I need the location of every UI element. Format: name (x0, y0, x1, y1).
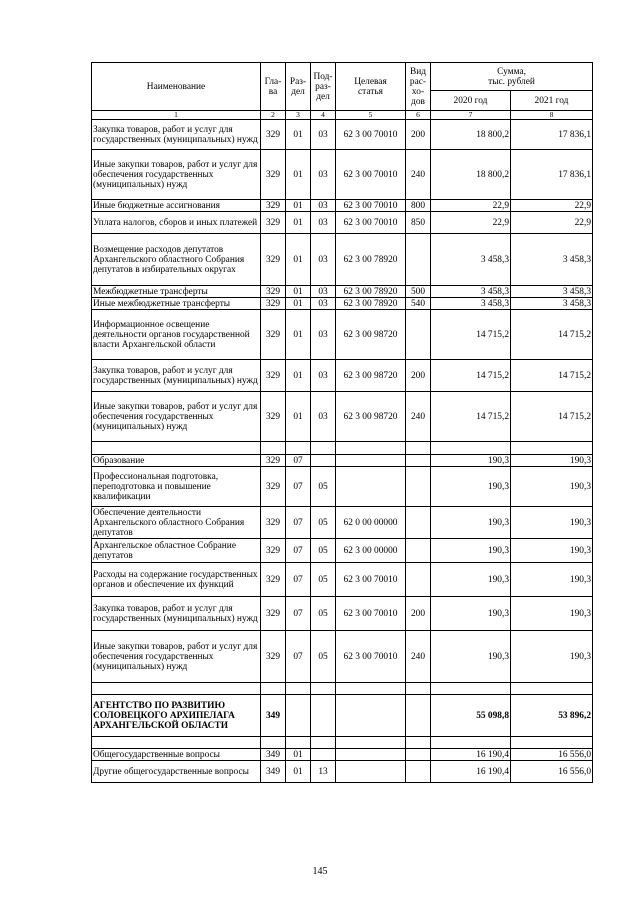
row-expense-type: 540 (406, 298, 431, 310)
row-expense-type: 850 (406, 212, 431, 234)
row-2021-value: 14 715,2 (511, 360, 593, 392)
table-row (92, 392, 593, 442)
row-chapter: 349 (261, 749, 286, 761)
row-expense-type: 500 (406, 286, 431, 298)
row-2020-value (431, 442, 511, 455)
row-2020-value: 190,3 (431, 507, 511, 539)
table-row (92, 507, 593, 539)
table-row (92, 539, 593, 563)
row-2021-value: 190,3 (511, 563, 593, 597)
row-expense-type (406, 737, 431, 749)
row-subsection: 05 (311, 631, 336, 683)
row-target: 62 3 00 78920 (336, 286, 406, 298)
row-2021-value: 53 896,2 (511, 695, 593, 737)
row-2021-value: 3 458,3 (511, 298, 593, 310)
table-row (92, 563, 593, 597)
header-target: Целевая статья (336, 63, 406, 111)
row-name: Архангельское областное Собрание депутатов (92, 539, 261, 563)
table-row (92, 467, 593, 507)
row-2021-value: 17 836,1 (511, 150, 593, 200)
row-name (92, 683, 261, 695)
row-name: Расходы на содержание государственных органов и обеспечение их функций (92, 563, 261, 597)
row-target (336, 749, 406, 761)
row-2021-value: 14 715,2 (511, 310, 593, 360)
row-2020-value: 3 458,3 (431, 234, 511, 286)
row-target: 62 3 00 98720 (336, 310, 406, 360)
row-chapter: 329 (261, 310, 286, 360)
table-row (92, 737, 593, 749)
row-2020-value: 190,3 (431, 455, 511, 467)
row-2020-value (431, 683, 511, 695)
colnum: 3 (286, 111, 311, 120)
row-subsection (311, 442, 336, 455)
row-name: Другие общегосударственные вопросы (92, 761, 261, 783)
row-subsection (311, 683, 336, 695)
header-subsection: Под- раз- дел (311, 63, 336, 111)
row-2021-value: 3 458,3 (511, 286, 593, 298)
table-body (92, 120, 593, 783)
colnum: 1 (92, 111, 261, 120)
row-target: 62 3 00 70010 (336, 597, 406, 631)
row-subsection: 05 (311, 563, 336, 597)
table-row (92, 631, 593, 683)
row-target: 62 3 00 70010 (336, 212, 406, 234)
colnum: 5 (336, 111, 406, 120)
row-target (336, 683, 406, 695)
row-2021-value: 3 458,3 (511, 234, 593, 286)
row-chapter (261, 683, 286, 695)
row-target: 62 0 00 00000 (336, 507, 406, 539)
row-2021-value: 17 836,1 (511, 120, 593, 150)
header-chapter: Гла- ва (261, 63, 286, 111)
column-numbers-row (92, 111, 593, 120)
row-name: Возмещение расходов депутатов Архангельского областного Собрания депутатов в избирательных округах (92, 234, 261, 286)
row-expense-type: 200 (406, 120, 431, 150)
row-chapter: 349 (261, 761, 286, 783)
row-section: 07 (286, 563, 311, 597)
table-row (92, 298, 593, 310)
row-section (286, 683, 311, 695)
row-2020-value: 22,9 (431, 212, 511, 234)
row-chapter: 329 (261, 150, 286, 200)
row-subsection: 03 (311, 360, 336, 392)
row-expense-type (406, 761, 431, 783)
header-sum: Сумма, тыс. рублей (431, 63, 593, 91)
table-row (92, 234, 593, 286)
row-target: 62 3 00 98720 (336, 360, 406, 392)
row-subsection: 03 (311, 234, 336, 286)
row-subsection: 05 (311, 467, 336, 507)
row-expense-type (406, 507, 431, 539)
row-section: 01 (286, 761, 311, 783)
row-name: Общегосударственные вопросы (92, 749, 261, 761)
row-expense-type: 240 (406, 631, 431, 683)
row-expense-type: 240 (406, 150, 431, 200)
row-chapter: 329 (261, 212, 286, 234)
row-2020-value: 3 458,3 (431, 298, 511, 310)
row-chapter: 329 (261, 539, 286, 563)
row-subsection: 03 (311, 212, 336, 234)
row-expense-type (406, 234, 431, 286)
row-2021-value: 22,9 (511, 200, 593, 212)
row-2021-value (511, 683, 593, 695)
row-subsection (311, 737, 336, 749)
table-row (92, 310, 593, 360)
row-section: 01 (286, 392, 311, 442)
row-subsection: 13 (311, 761, 336, 783)
row-chapter: 329 (261, 200, 286, 212)
row-expense-type (406, 455, 431, 467)
row-2020-value: 18 800,2 (431, 150, 511, 200)
table-row (92, 212, 593, 234)
row-name: Иные межбюджетные трансферты (92, 298, 261, 310)
row-2020-value: 190,3 (431, 563, 511, 597)
row-2020-value: 16 190,4 (431, 761, 511, 783)
row-target (336, 737, 406, 749)
row-chapter: 329 (261, 507, 286, 539)
row-chapter: 329 (261, 392, 286, 442)
colnum: 2 (261, 111, 286, 120)
table-row (92, 360, 593, 392)
page-number: 145 (312, 866, 328, 877)
row-section: 01 (286, 212, 311, 234)
header-2021: 2021 год (511, 91, 593, 111)
row-2020-value: 14 715,2 (431, 392, 511, 442)
table-row (92, 455, 593, 467)
row-chapter (261, 442, 286, 455)
row-2020-value: 55 098,8 (431, 695, 511, 737)
header-section: Раз- дел (286, 63, 311, 111)
row-2021-value: 190,3 (511, 467, 593, 507)
row-section (286, 695, 311, 737)
row-section: 07 (286, 597, 311, 631)
row-chapter: 329 (261, 467, 286, 507)
row-target: 62 3 00 78920 (336, 234, 406, 286)
row-name: Иные закупки товаров, работ и услуг для обеспечения государственных (муниципальных) нужд (92, 392, 261, 442)
row-subsection: 03 (311, 200, 336, 212)
row-2021-value (511, 442, 593, 455)
header-expense-type: Вид рас- хо- дов (406, 63, 431, 111)
row-name: Обеспечение деятельности Архангельского областного Собрания депутатов (92, 507, 261, 539)
row-expense-type (406, 563, 431, 597)
row-name: Закупка товаров, работ и услуг для государственных (муниципальных) нужд (92, 360, 261, 392)
row-name: Информационное освещение деятельности органов государственной власти Архангельской области (92, 310, 261, 360)
row-subsection: 05 (311, 539, 336, 563)
row-subsection: 03 (311, 392, 336, 442)
row-section (286, 442, 311, 455)
row-target (336, 455, 406, 467)
row-target: 62 3 00 70010 (336, 150, 406, 200)
table-row (92, 683, 593, 695)
colnum: 8 (511, 111, 593, 120)
row-section: 01 (286, 234, 311, 286)
row-subsection (311, 749, 336, 761)
row-expense-type (406, 442, 431, 455)
header-2020: 2020 год (431, 91, 511, 111)
row-expense-type: 240 (406, 392, 431, 442)
row-2021-value (511, 737, 593, 749)
budget-table (91, 62, 593, 783)
row-2020-value: 190,3 (431, 597, 511, 631)
row-subsection: 03 (311, 120, 336, 150)
row-name: Закупка товаров, работ и услуг для государственных (муниципальных) нужд (92, 120, 261, 150)
colnum: 7 (431, 111, 511, 120)
row-expense-type (406, 467, 431, 507)
row-2020-value: 190,3 (431, 539, 511, 563)
row-section: 07 (286, 507, 311, 539)
table-header (92, 63, 593, 120)
row-name (92, 442, 261, 455)
row-chapter: 329 (261, 234, 286, 286)
row-2020-value: 190,3 (431, 631, 511, 683)
row-name: Профессиональная подготовка, переподготовка и повышение квалификации (92, 467, 261, 507)
row-section (286, 737, 311, 749)
table-row (92, 749, 593, 761)
row-subsection: 03 (311, 150, 336, 200)
row-target (336, 695, 406, 737)
row-target (336, 467, 406, 507)
row-2021-value: 14 715,2 (511, 392, 593, 442)
table-row (92, 200, 593, 212)
row-target: 62 3 00 70010 (336, 563, 406, 597)
row-expense-type (406, 749, 431, 761)
table-row (92, 695, 593, 737)
colnum: 4 (311, 111, 336, 120)
row-name: Иные закупки товаров, работ и услуг для обеспечения государственных (муниципальных) нужд (92, 150, 261, 200)
row-chapter: 329 (261, 631, 286, 683)
row-expense-type: 800 (406, 200, 431, 212)
row-section: 01 (286, 749, 311, 761)
row-expense-type (406, 539, 431, 563)
row-expense-type (406, 695, 431, 737)
row-name: Уплата налогов, сборов и иных платежей (92, 212, 261, 234)
row-subsection (311, 455, 336, 467)
row-name (92, 737, 261, 749)
row-2020-value: 14 715,2 (431, 360, 511, 392)
row-2021-value: 190,3 (511, 507, 593, 539)
row-chapter: 329 (261, 286, 286, 298)
row-target: 62 3 00 98720 (336, 392, 406, 442)
row-section: 07 (286, 631, 311, 683)
row-name: Закупка товаров, работ и услуг для государственных (муниципальных) нужд (92, 597, 261, 631)
row-name: Иные закупки товаров, работ и услуг для обеспечения государственных (муниципальных) нужд (92, 631, 261, 683)
row-target: 62 3 00 70010 (336, 200, 406, 212)
row-subsection: 03 (311, 298, 336, 310)
row-target: 62 3 00 70010 (336, 631, 406, 683)
table-row (92, 597, 593, 631)
table-row (92, 286, 593, 298)
row-target (336, 761, 406, 783)
row-subsection: 03 (311, 286, 336, 298)
row-2021-value: 190,3 (511, 631, 593, 683)
row-section: 07 (286, 539, 311, 563)
row-chapter: 329 (261, 455, 286, 467)
row-target: 62 3 00 00000 (336, 539, 406, 563)
row-section: 07 (286, 467, 311, 507)
row-target: 62 3 00 78920 (336, 298, 406, 310)
row-name: АГЕНТСТВО ПО РАЗВИТИЮ СОЛОВЕЦКОГО АРХИПЕЛАГА АРХАНГЕЛЬСКОЙ ОБЛАСТИ (92, 695, 261, 737)
table-row (92, 761, 593, 783)
row-expense-type: 200 (406, 597, 431, 631)
row-2020-value: 16 190,4 (431, 749, 511, 761)
row-section: 01 (286, 150, 311, 200)
table-row (92, 442, 593, 455)
row-2021-value: 190,3 (511, 597, 593, 631)
row-section: 01 (286, 298, 311, 310)
row-chapter: 329 (261, 597, 286, 631)
row-2020-value: 18 800,2 (431, 120, 511, 150)
row-2020-value: 14 715,2 (431, 310, 511, 360)
row-2020-value (431, 737, 511, 749)
row-2021-value: 22,9 (511, 212, 593, 234)
row-chapter: 329 (261, 298, 286, 310)
row-2021-value: 16 556,0 (511, 749, 593, 761)
row-section: 01 (286, 286, 311, 298)
header-name: Наименование (92, 63, 261, 111)
row-section: 01 (286, 120, 311, 150)
row-chapter: 349 (261, 695, 286, 737)
row-name: Межбюджетные трансферты (92, 286, 261, 298)
row-target: 62 3 00 70010 (336, 120, 406, 150)
row-chapter: 329 (261, 120, 286, 150)
row-2021-value: 190,3 (511, 455, 593, 467)
row-expense-type (406, 683, 431, 695)
row-subsection: 05 (311, 597, 336, 631)
row-2020-value: 22,9 (431, 200, 511, 212)
row-chapter: 329 (261, 563, 286, 597)
row-expense-type: 200 (406, 360, 431, 392)
row-2021-value: 190,3 (511, 539, 593, 563)
row-name: Иные бюджетные ассигнования (92, 200, 261, 212)
row-expense-type (406, 310, 431, 360)
row-chapter: 329 (261, 360, 286, 392)
row-chapter (261, 737, 286, 749)
row-section: 01 (286, 310, 311, 360)
row-section: 01 (286, 360, 311, 392)
table-row (92, 150, 593, 200)
table-row (92, 120, 593, 150)
row-section: 07 (286, 455, 311, 467)
row-subsection: 03 (311, 310, 336, 360)
row-subsection (311, 695, 336, 737)
row-2021-value: 16 556,0 (511, 761, 593, 783)
colnum: 6 (406, 111, 431, 120)
row-subsection: 05 (311, 507, 336, 539)
row-section: 01 (286, 200, 311, 212)
row-2020-value: 3 458,3 (431, 286, 511, 298)
row-name: Образование (92, 455, 261, 467)
row-2020-value: 190,3 (431, 467, 511, 507)
row-target (336, 442, 406, 455)
